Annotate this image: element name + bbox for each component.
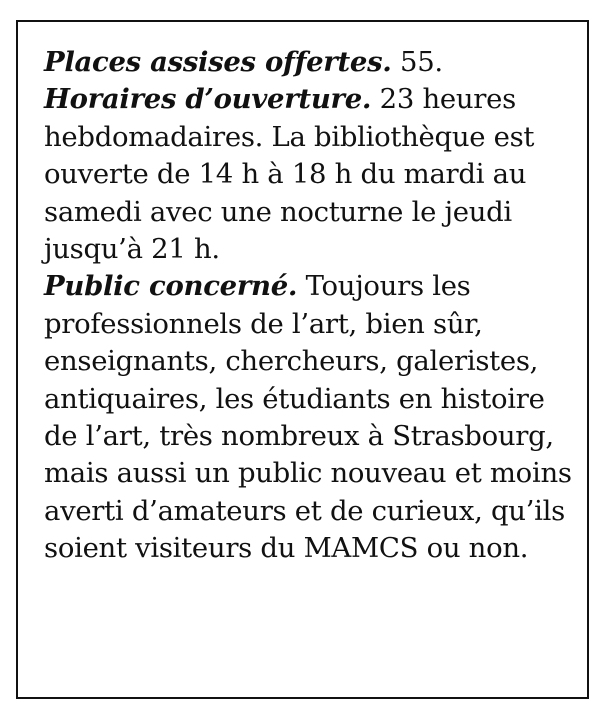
info-content <box>44 44 574 568</box>
seating-text: 55. <box>391 46 443 78</box>
audience-label: Public concerné. <box>44 270 298 303</box>
info-box <box>16 20 589 699</box>
entry-audience <box>44 268 574 567</box>
entry-opening-hours <box>44 81 574 268</box>
opening-hours-label: Horaires d’ouverture. <box>44 83 372 116</box>
opening-hours-text: 23 heures hebdomadaires. La bibliothèque est ouverte de 14 h à 18 h du mardi au samedi avec une nocturne le jeudi jusqu’à 21 h. <box>44 83 535 266</box>
entry-seating <box>44 44 574 81</box>
seating-label: Places assises offertes. <box>44 46 392 78</box>
audience-text: Toujours les professionnels de l’art, bien sûr, enseignants, chercheurs, galeristes, antiquaires, les étudiants en histoire de l’art, très nombreux à Strasbourg, mais aussi un public nouveau et moins averti d’amateurs et de curieux, qu’ils soient visiteurs du MAMCS ou non. <box>44 270 572 565</box>
